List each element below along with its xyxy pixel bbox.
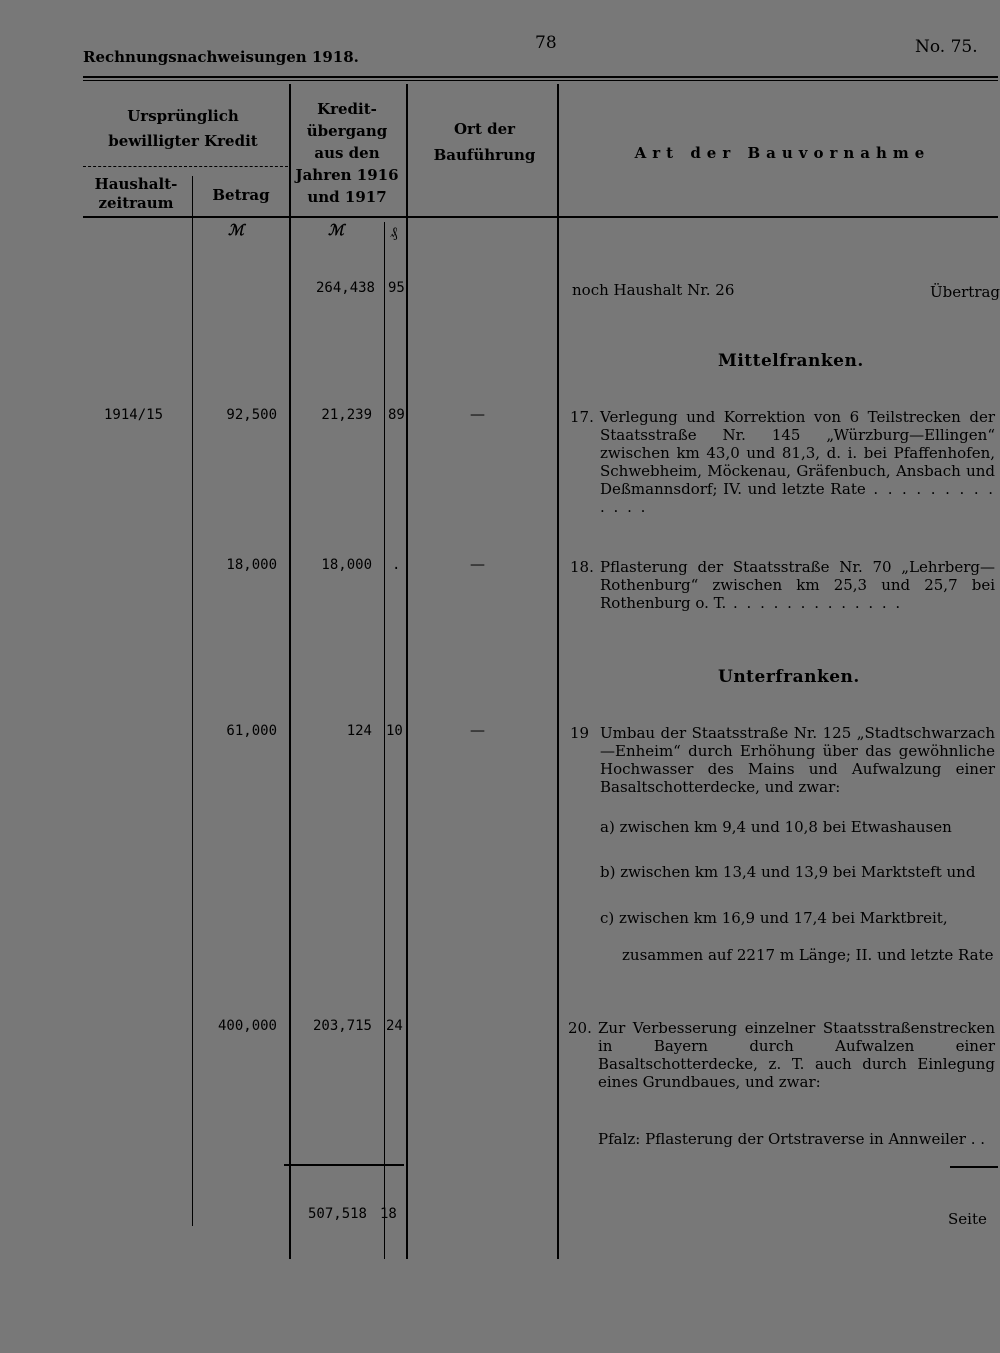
total-pf: 18 — [380, 1206, 397, 1222]
row18-number: 18. — [570, 558, 594, 576]
column-header-kredituebergang: Kredit-übergang aus den Jahren 1916 und 1917 — [295, 100, 399, 206]
page-number: 78 — [535, 33, 557, 53]
row17-haushalt: 1914/15 — [104, 407, 164, 423]
row18-ort: — — [470, 555, 485, 573]
col-line-haushalt — [192, 176, 193, 1226]
row19-betrag: 61,000 — [226, 723, 277, 739]
total-label: Seite — [948, 1210, 987, 1228]
row20-pf: 24 — [386, 1018, 403, 1034]
header-rule-top-thin — [83, 80, 998, 81]
row17-mark: 21,239 — [321, 407, 372, 423]
row19-pf: 10 — [386, 723, 403, 739]
section-mittelfranken: Mittelfranken. — [718, 351, 864, 371]
sum-rule-right — [950, 1166, 998, 1168]
section-unterfranken: Unterfranken. — [718, 667, 860, 687]
row20-pfalz: Pfalz: Pflasterung der Ortstraverse in Annweiler . . — [598, 1130, 986, 1148]
row19-sub-c: c) zwischen km 16,9 und 17,4 bei Marktbreit, — [600, 909, 948, 927]
page-header-title: Rechnungsnachweisungen 1918. — [83, 48, 359, 66]
row20-mark: 203,715 — [312, 1018, 372, 1034]
row17-ort: — — [470, 405, 485, 423]
row19-sub-a: a) zwischen km 9,4 und 10,8 bei Etwashausen — [600, 818, 952, 836]
row20-number: 20. — [568, 1019, 592, 1037]
col-line-ort — [557, 84, 559, 1259]
row18-betrag: 18,000 — [226, 557, 277, 573]
row17-pf: 89 — [388, 407, 405, 423]
row17-betrag: 92,500 — [226, 407, 277, 423]
col-line-pf — [384, 222, 385, 1259]
column-group-kredit: Ursprünglich bewilligter Kredit — [108, 107, 258, 150]
row19-ort: — — [470, 721, 485, 739]
header-rule-bottom — [83, 216, 998, 218]
row17-text-content: Verlegung und Korrektion von 6 Teilstrecken der Staatsstraße Nr. 145 „Würzburg—Ellingen“ zwischen km 43,0 und 81,3, d. i. bei Pfaffenhofen, Schwebheim, Möckenau, Gräfenbuch, Ansbach und Deßmannsdorf; IV. und letzte Rate — [600, 408, 995, 498]
column-header-art: Art der Bauvornahme — [634, 144, 931, 162]
carry-label: Übertrag — [930, 283, 1000, 301]
row19-mark: 124 — [346, 723, 372, 739]
column-header-haushalt: Haushalt-zeitraum — [94, 175, 178, 212]
header-rule-top — [83, 76, 998, 78]
row17-text — [600, 408, 995, 516]
column-header-betrag: Betrag — [212, 186, 270, 204]
sum-rule — [284, 1164, 404, 1166]
row19-tail: zusammen auf 2217 m Länge; II. und letzte Rate — [622, 946, 994, 964]
row18-text — [600, 558, 995, 612]
carry-pf: 95 — [388, 280, 405, 296]
row19-sub-b: b) zwischen km 13,4 und 13,9 bei Marktsteft und — [600, 863, 976, 881]
row19-text: Umbau der Staatsstraße Nr. 125 „Stadtschwarzach—Enheim“ durch Erhöhung über das gewöhnliche Hochwasser des Mains und Aufwalzung einer Basaltschotterdecke, und zwar: — [600, 724, 995, 796]
col-line-betrag — [289, 84, 291, 1259]
row18-mark: 18,000 — [321, 557, 372, 573]
row18-leader-dots — [726, 594, 902, 612]
col-line-mark — [406, 84, 408, 1259]
row19-number: 19 — [570, 724, 590, 742]
unit-pfennig: ₰ — [390, 223, 398, 241]
unit-mark: ℳ — [328, 221, 345, 239]
row20-betrag: 400,000 — [217, 1018, 277, 1034]
total-mark: 507,518 — [307, 1206, 367, 1222]
document-number: No. 75. — [915, 37, 978, 57]
row17-number: 17. — [570, 408, 594, 426]
row20-text: Zur Verbesserung einzelner Staatsstraßenstrecken in Bayern durch Aufwalzen einer Basaltschotterdecke, z. T. auch durch Einlegung eines Grundbaues, und zwar: — [598, 1019, 995, 1091]
column-group-divider — [83, 166, 288, 167]
unit-betrag: ℳ — [228, 221, 245, 239]
column-header-ort: Ort der Bauführung — [433, 120, 536, 164]
carry-text: noch Haushalt Nr. 26 — [572, 281, 735, 299]
carry-mark: 264,438 — [315, 280, 375, 296]
row18-text-content: Pflasterung der Staatsstraße Nr. 70 „Lehrberg—Rothenburg“ zwischen km 25,3 und 25,7 bei Rothenburg o. T. — [600, 558, 995, 612]
row18-pf: . — [392, 557, 401, 573]
